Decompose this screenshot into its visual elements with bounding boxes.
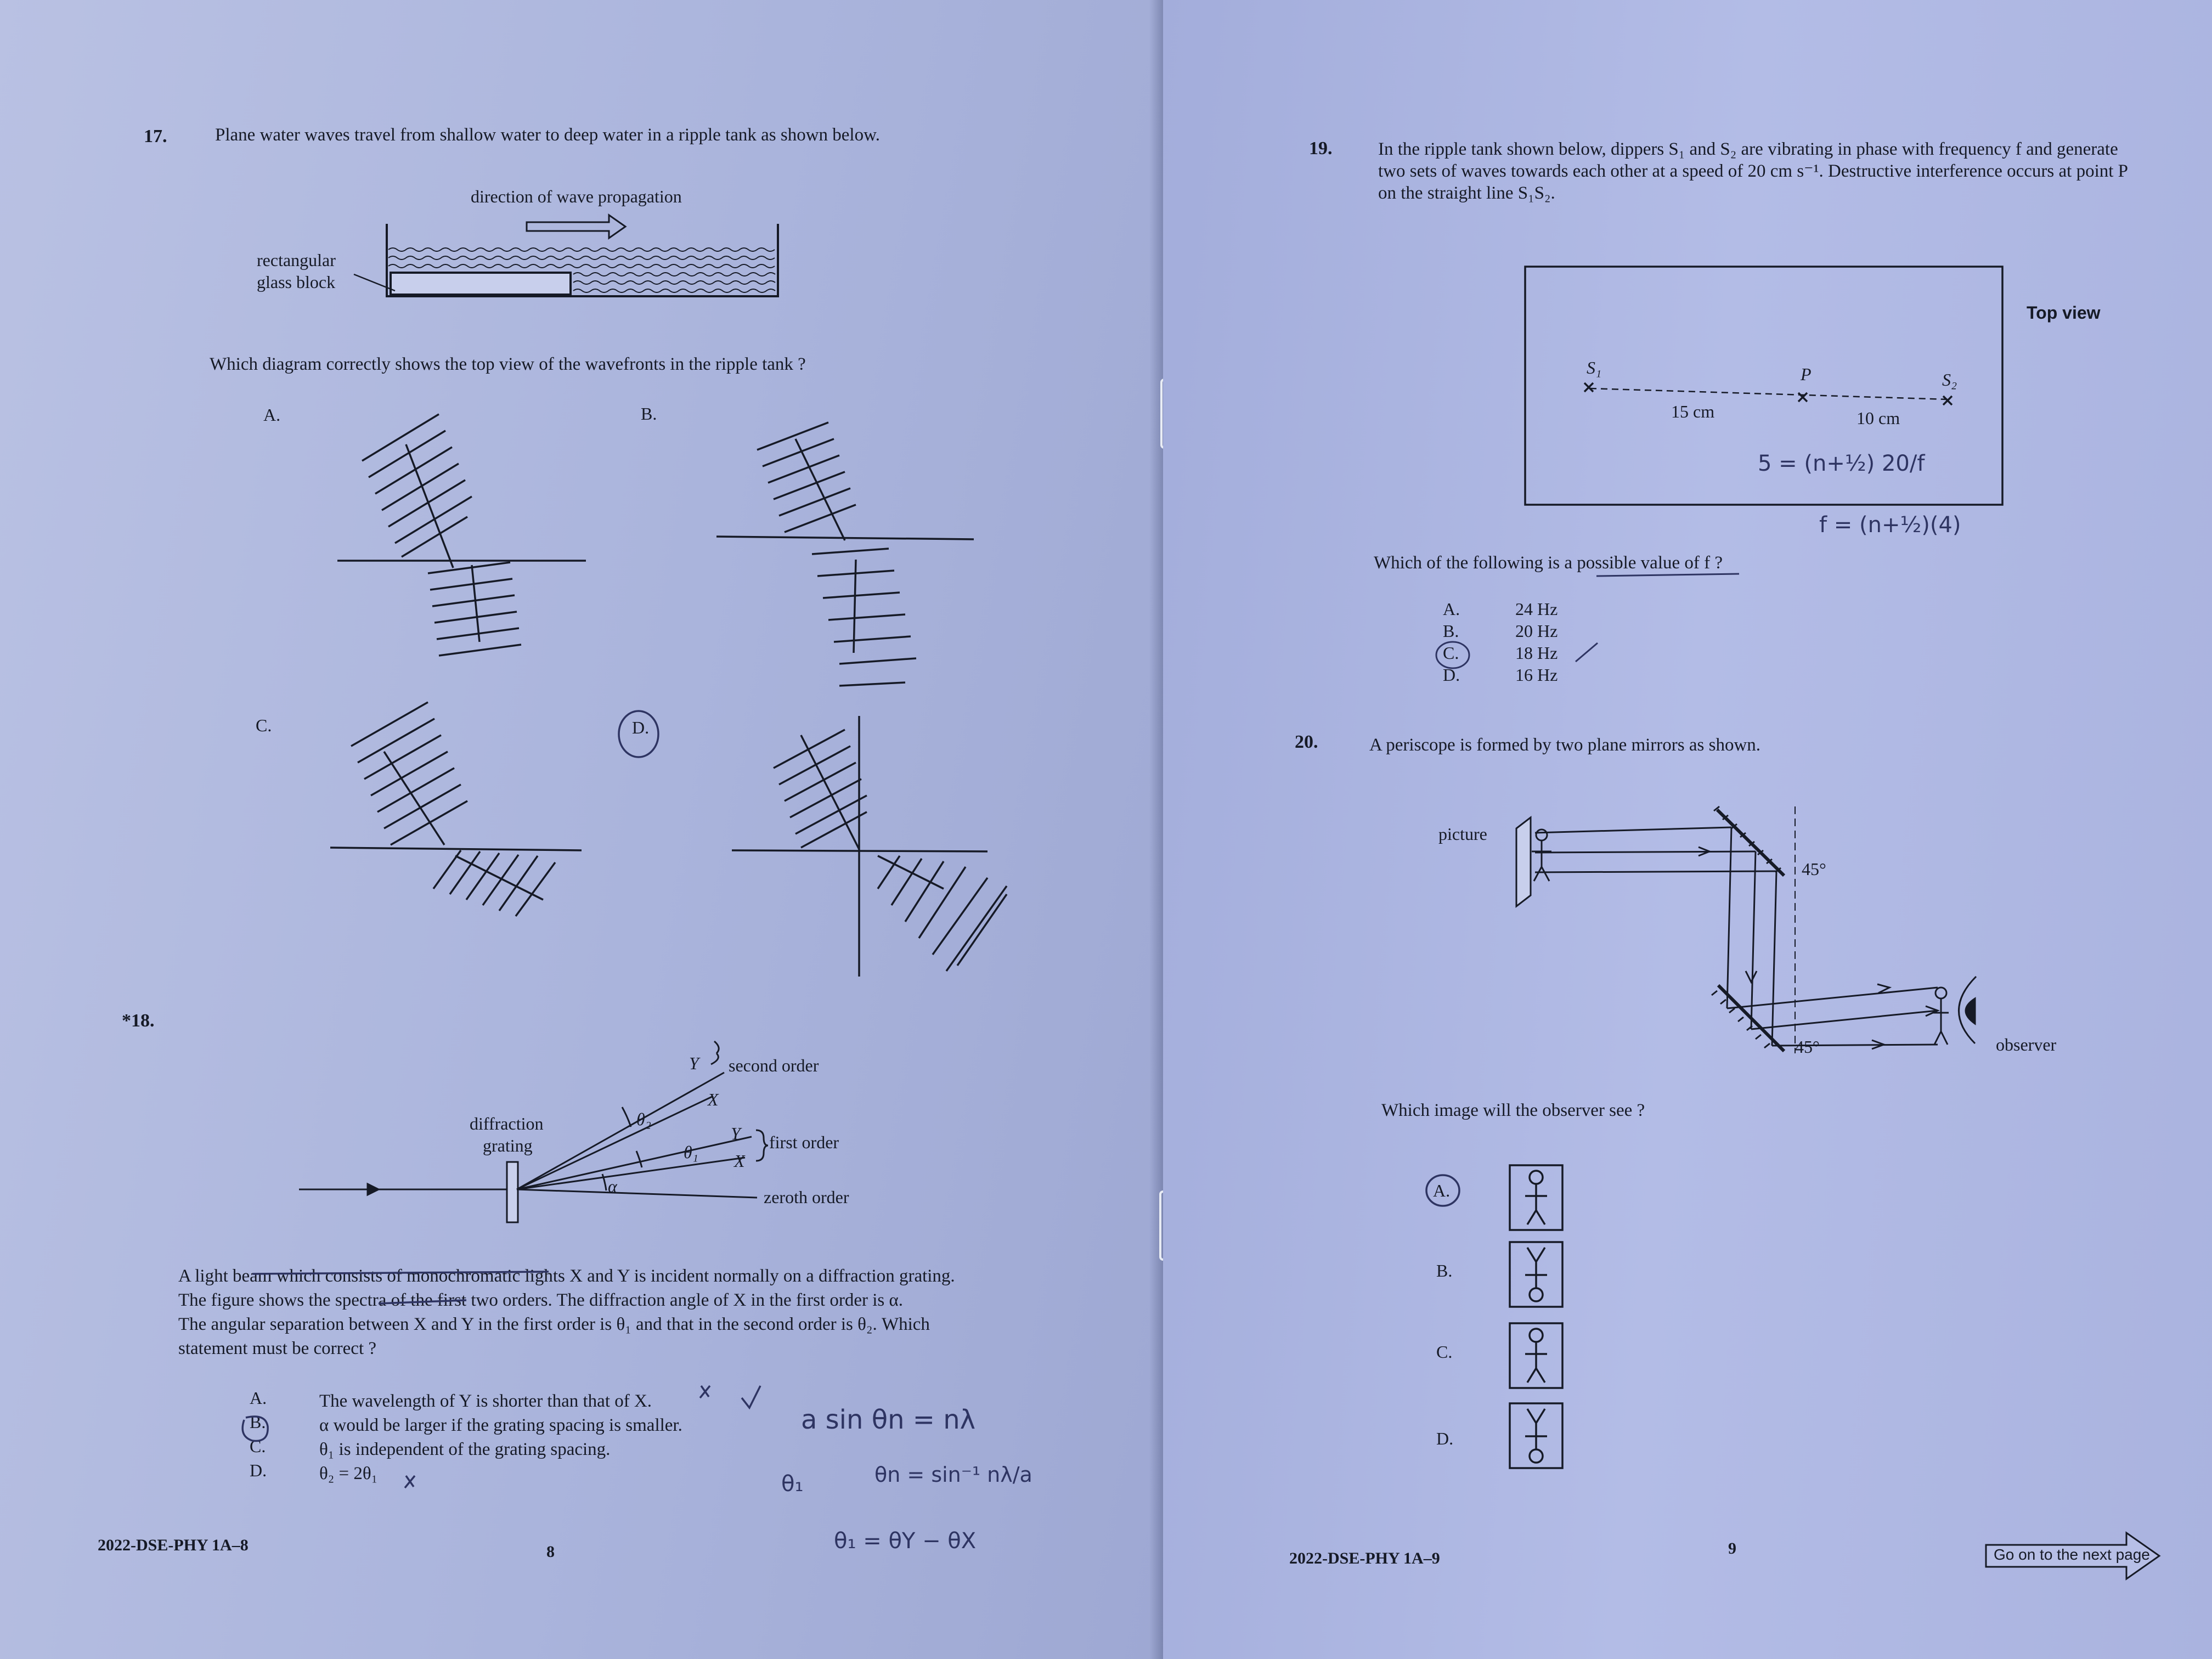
q19-option-c-value[interactable]: 18 Hz: [1515, 643, 1558, 663]
q18-paragraph-line-1: A light beam which consists of monochromatic lights X and Y is incident normally on a diffraction grating.: [178, 1266, 955, 1286]
theta1-label: θ₁: [684, 1142, 698, 1162]
q18-option-c-letter[interactable]: C.: [250, 1436, 266, 1456]
left-footer-code: 2022-DSE-PHY 1A–8: [98, 1536, 249, 1554]
s2-label: S₂: [1942, 370, 1957, 390]
question-19-number: 19.: [1309, 138, 1333, 159]
q19-option-a-value[interactable]: 24 Hz: [1515, 599, 1558, 619]
q19-option-c-letter[interactable]: C.: [1443, 643, 1459, 663]
direction-label: direction of wave propagation: [471, 187, 682, 206]
question-17-text: Plane water waves travel from shallow water to deep water in a ripple tank as shown below.: [215, 125, 881, 145]
top-view-label: Top view: [2027, 303, 2101, 323]
block-label-1: rectangular: [257, 250, 336, 270]
distance-10cm: 10 cm: [1857, 408, 1900, 428]
q17-option-a[interactable]: A.: [263, 405, 281, 425]
question-18-number: *18.: [122, 1011, 155, 1031]
angle-top-label: 45°: [1802, 859, 1826, 879]
question-20-number: 20.: [1295, 732, 1318, 752]
q18-paragraph-line-2: The figure shows the spectra of the first two orders. The diffraction angle of X in the first order is α.: [178, 1290, 904, 1310]
y-first-label: Y: [731, 1124, 741, 1143]
observer-label: observer: [1996, 1035, 2057, 1054]
q20-image-options: [1163, 0, 2212, 1659]
q19-option-d-value[interactable]: 16 Hz: [1515, 665, 1558, 685]
angle-bottom-label: 45°: [1795, 1037, 1820, 1057]
distance-15cm: 15 cm: [1671, 402, 1715, 421]
q18-option-c-text[interactable]: θ₁ is independent of the grating spacing.: [319, 1440, 611, 1459]
q17-option-c[interactable]: C.: [256, 715, 272, 735]
question-17-number: 17.: [144, 126, 167, 146]
s1-label: S₁: [1587, 358, 1602, 377]
alpha-label: α: [608, 1176, 617, 1196]
x-first-label: X: [734, 1151, 745, 1171]
next-page-label: Go on to the next page: [1994, 1546, 2150, 1563]
question-19-prompt: Which of the following is a possible value of f ?: [1374, 553, 1723, 573]
grating-label-1: diffraction: [470, 1114, 544, 1133]
q18-option-d-text[interactable]: θ₂ = 2θ₁: [319, 1464, 378, 1483]
p-label: P: [1801, 364, 1812, 384]
q20-option-a[interactable]: A.: [1433, 1181, 1451, 1200]
q18-option-a-text[interactable]: The wavelength of Y is shorter than that of X.: [319, 1391, 652, 1411]
q17-option-b[interactable]: B.: [641, 404, 657, 424]
q19-option-b-letter[interactable]: B.: [1443, 621, 1459, 641]
picture-label: picture: [1438, 824, 1487, 844]
q19-option-b-value[interactable]: 20 Hz: [1515, 621, 1558, 641]
question-20-prompt: Which image will the observer see ?: [1381, 1101, 1645, 1120]
q18-option-b-text[interactable]: α would be larger if the grating spacing is smaller.: [319, 1415, 682, 1435]
q18-option-b-letter[interactable]: B.: [250, 1412, 266, 1432]
q18-option-d-letter[interactable]: D.: [250, 1460, 267, 1480]
q19-text-line-3: on the straight line S₁S₂.: [1378, 183, 1555, 203]
question-17-prompt: Which diagram correctly shows the top view of the wavefronts in the ripple tank ?: [210, 354, 806, 374]
q20-option-b[interactable]: B.: [1436, 1261, 1453, 1280]
right-footer-code: 2022-DSE-PHY 1A–9: [1289, 1549, 1440, 1567]
grating-label-2: grating: [483, 1136, 533, 1155]
handwriting-grating-equation: a sin θn = nλ: [801, 1404, 976, 1435]
q19-text-line-2: two sets of waves towards each other at a speed of 20 cm s⁻¹. Destructive interference occurs at point P: [1378, 161, 2129, 181]
q18-paragraph-line-3: The angular separation between X and Y in the first order is θ₁ and that in the second order is θ₂. Which: [178, 1314, 930, 1334]
x-second-label: X: [708, 1090, 719, 1109]
first-order-label: first order: [769, 1132, 839, 1152]
q18-option-a-letter[interactable]: A.: [250, 1388, 267, 1408]
question-20-text: A periscope is formed by two plane mirrors as shown.: [1369, 735, 1761, 755]
second-order-label: second order: [729, 1056, 819, 1075]
handwriting-theta1: θ₁: [781, 1471, 804, 1497]
block-label-2: glass block: [257, 272, 336, 292]
zeroth-order-label: zeroth order: [764, 1187, 849, 1207]
right-page: [1163, 0, 2212, 1659]
handwriting-theta-n: θn = sin⁻¹ nλ/a: [874, 1463, 1032, 1487]
y-second-label: Y: [689, 1053, 699, 1073]
theta2-label: θ₂: [636, 1109, 651, 1129]
q19-option-d-letter[interactable]: D.: [1443, 665, 1460, 685]
handwriting-path-difference: 5 = (n+½) 20/f: [1758, 451, 1925, 476]
handwriting-theta-difference: θ₁ = θY − θX: [834, 1528, 977, 1554]
q18-paragraph-line-4: statement must be correct ?: [178, 1339, 377, 1358]
q20-option-c[interactable]: C.: [1436, 1342, 1453, 1362]
q19-option-a-letter[interactable]: A.: [1443, 599, 1460, 619]
next-page-button[interactable]: [1984, 1528, 2165, 1583]
handwriting-frequency: f = (n+½)(4): [1819, 512, 1961, 538]
left-page-number: 8: [546, 1543, 555, 1561]
q20-option-d[interactable]: D.: [1436, 1429, 1454, 1448]
q17-option-d[interactable]: D.: [632, 718, 650, 737]
q19-text-line-1: In the ripple tank shown below, dippers S₁ and S₂ are vibrating in phase with frequency f and generate: [1378, 139, 2118, 159]
right-page-number: 9: [1728, 1539, 1736, 1558]
